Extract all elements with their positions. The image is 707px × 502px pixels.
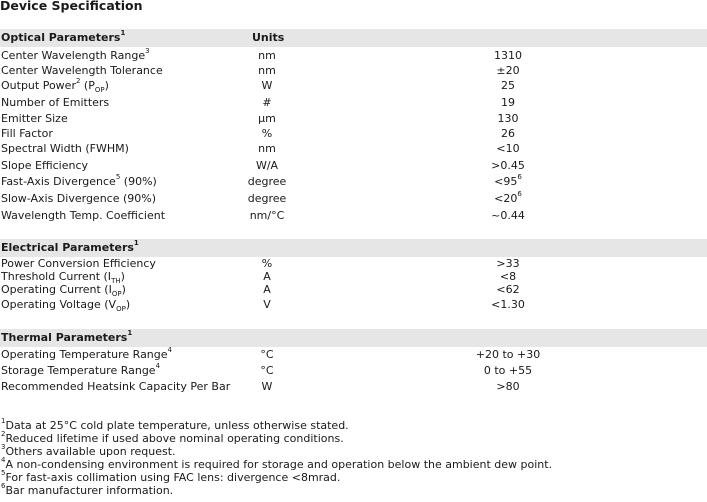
thermal-header-label: Thermal Parameters	[1, 331, 128, 344]
electrical-header-sup: 1	[133, 239, 139, 248]
optical-header-label: Optical Parameters	[1, 31, 121, 44]
param-unit: μm	[258, 112, 276, 125]
table-row	[0, 348, 707, 363]
param-value: <8	[499, 270, 517, 283]
table-row	[0, 64, 707, 79]
table-row	[0, 364, 707, 379]
param-name: Storage Temperature Range$^4$	[1, 362, 161, 377]
thermal-header	[1, 331, 132, 344]
param-unit: %	[261, 257, 273, 270]
footnote: $^4$A non-condensing environment is required for storage and operation below the ambient dew point.	[1, 456, 553, 471]
param-unit: A	[263, 270, 271, 283]
table-row	[0, 298, 707, 313]
footnote: $^2$Reduced lifetime if used above nominal operating conditions.	[1, 430, 344, 445]
param-value: >0.45	[491, 159, 525, 172]
param-name: Center Wavelength Range$^3$	[1, 47, 150, 62]
electrical-header-label: Electrical Parameters	[1, 241, 134, 254]
param-unit: °C	[260, 348, 274, 361]
param-value: <10	[496, 142, 520, 155]
table-row	[0, 112, 707, 127]
param-name: Fill Factor	[1, 127, 53, 140]
param-name: Power Conversion Efficiency	[1, 257, 156, 270]
param-unit: nm	[258, 64, 276, 77]
param-name: Wavelength Temp. Coefficient	[1, 209, 166, 222]
footnote: $^6$Bar manufacturer information.	[1, 482, 174, 497]
param-name: Center Wavelength Tolerance	[1, 64, 163, 77]
param-unit: nm	[258, 49, 276, 62]
optical-header	[1, 31, 125, 44]
param-unit: degree	[247, 192, 287, 205]
page-title: Device Specification	[0, 0, 143, 13]
param-value: ±20	[496, 64, 520, 77]
optical-header-sup: 1	[120, 29, 126, 38]
table-row	[0, 380, 707, 395]
param-name: Recommended Heatsink Capacity Per Bar	[1, 380, 231, 393]
table-row	[0, 127, 707, 142]
param-name: Operating Current $(I_{OP})$	[1, 283, 126, 299]
param-unit: %	[261, 127, 273, 140]
param-name: Operating Temperature Range$^4$	[1, 346, 172, 361]
table-row	[0, 49, 707, 64]
param-value: 26	[501, 127, 515, 140]
param-value: +20 to +30	[475, 348, 541, 361]
electrical-header	[1, 241, 139, 254]
param-name: Fast-Axis Divergence$^5$ (90%)	[1, 173, 157, 188]
param-value: $<95^6$	[494, 173, 522, 188]
param-name: Number of Emitters	[1, 96, 110, 109]
param-value: 130	[497, 112, 519, 125]
param-unit: °C	[260, 364, 274, 377]
table-row	[0, 96, 707, 111]
footnote: $^1$Data at 25°C cold plate temperature, unless otherwise stated.	[1, 417, 349, 432]
param-name: Slope Efficiency	[1, 159, 89, 172]
param-value: $<20^6$	[494, 190, 522, 205]
param-name: Emitter Size	[1, 112, 68, 125]
param-name: Output Power$^2$ $(P_{OP})$	[1, 77, 109, 95]
param-name: Spectral Width (FWHM)	[1, 142, 129, 155]
table-row	[0, 209, 707, 224]
param-value: 25	[501, 79, 515, 92]
param-unit: V	[263, 298, 271, 311]
units-header: Units	[252, 31, 285, 44]
param-unit: nm/°C	[249, 209, 285, 222]
thermal-header-sup: 1	[127, 329, 133, 338]
table-row	[0, 175, 707, 190]
footnote: $^3$Others available upon request.	[1, 443, 176, 458]
param-name: Operating Voltage $(V_{OP})$	[1, 298, 131, 314]
table-row	[0, 79, 707, 94]
param-value: >80	[496, 380, 520, 393]
footnote: $^5$For fast-axis collimation using FAC lens: divergence <8mrad.	[1, 469, 341, 484]
param-value: ~0.44	[491, 209, 525, 222]
param-unit: degree	[247, 175, 287, 188]
param-value: 0 to +55	[483, 364, 533, 377]
param-unit: W	[261, 79, 273, 92]
param-value: <62	[496, 283, 520, 296]
table-row	[0, 192, 707, 207]
param-name: Slow-Axis Divergence (90%)	[1, 192, 157, 205]
table-row	[0, 283, 707, 298]
param-unit: #	[262, 96, 272, 109]
param-value: <1.30	[491, 298, 525, 311]
param-value: 1310	[494, 49, 522, 62]
param-unit: nm	[258, 142, 276, 155]
param-value: 19	[501, 96, 515, 109]
param-unit: A	[263, 283, 271, 296]
param-value: >33	[496, 257, 520, 270]
table-row	[0, 159, 707, 174]
param-name: Threshold Current $(I_{TH})$	[1, 270, 125, 286]
table-row	[0, 142, 707, 157]
param-unit: W/A	[255, 159, 279, 172]
param-unit: W	[261, 380, 273, 393]
